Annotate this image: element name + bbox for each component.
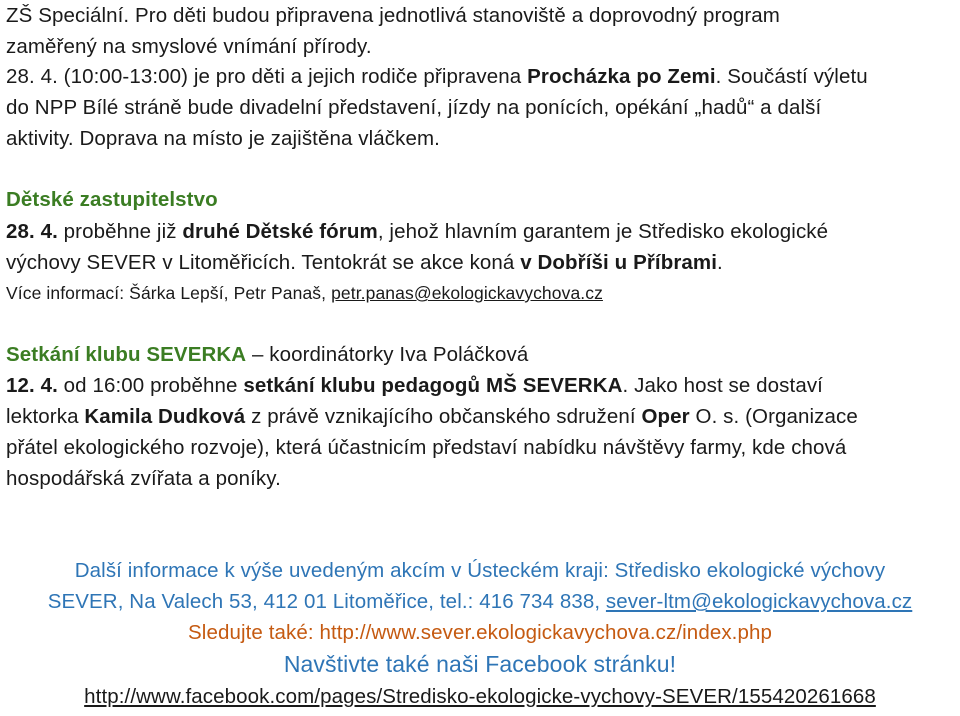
footer-facebook-cta: Navštivte také naši Facebook stránku! bbox=[283, 651, 677, 677]
s2-line-1-b: proběhne již bbox=[57, 220, 183, 243]
s2-line-1-d: , jehož hlavním garantem je Středisko ekologické bbox=[377, 220, 829, 243]
footer-line-2 bbox=[0, 589, 960, 615]
s2-line-1 bbox=[6, 219, 828, 245]
s3-line-1-b: od 16:00 proběhne bbox=[57, 374, 244, 397]
severka-heading: Setkání klubu SEVERKA bbox=[6, 343, 247, 366]
s2-line-2 bbox=[6, 250, 723, 276]
s2-line-2-a: výchovy SEVER v Litoměřicích. Tentokrát se akce koná bbox=[6, 251, 521, 274]
footer-email-link[interactable]: sever-ltm@ekologickavychova.cz bbox=[605, 590, 913, 613]
s3-line-1-d: . Jako host se dostaví bbox=[622, 374, 823, 397]
s3-line-2 bbox=[6, 404, 858, 430]
p1-line-5: aktivity. Doprava na místo je zajištěna vláčkem. bbox=[6, 127, 440, 150]
s3-line-2-c: z právě vznikajícího občanského sdružení bbox=[245, 405, 642, 428]
p1-line-3-c: . Součástí výletu bbox=[715, 65, 868, 88]
section-heading-detske-zastupitelstvo: Dětské zastupitelstvo bbox=[6, 188, 218, 211]
p1-line-1: ZŠ Speciální. Pro děti budou připravena jednotlivá stanoviště a doprovodný program bbox=[6, 4, 780, 27]
p1-line-3-a: 28. 4. (10:00-13:00) je pro děti a jejich rodiče připravena bbox=[6, 65, 528, 88]
footer-line-1: Další informace k výše uvedeným akcím v Ústeckém kraji: Středisko ekologické výchovy bbox=[74, 559, 886, 582]
s2-date: 28. 4. bbox=[6, 220, 58, 243]
setkani-klubu: setkání klubu pedagogů MŠ SEVERKA bbox=[243, 374, 623, 397]
s3-line-4: hospodářská zvířata a poníky. bbox=[6, 467, 281, 490]
p1-line-2: zaměřený na smyslové vnímání přírody. bbox=[6, 35, 372, 58]
section-heading-severka bbox=[6, 342, 528, 368]
oper: Oper bbox=[641, 405, 690, 428]
s3-line-3: přátel ekologického rozvoje), která účastnicím představí nabídku návštěvy farmy, kde chová bbox=[6, 436, 847, 459]
s3-date: 12. 4. bbox=[6, 374, 58, 397]
s2-location: v Dobříši u Příbrami bbox=[520, 251, 718, 274]
footer-sledujte: Sledujte také: http://www.sever.ekologickavychova.cz/index.php bbox=[188, 621, 772, 644]
p1-line-4: do NPP Bílé stráně bude divadelní představení, jízdy na ponících, opékání „hadů“ a další bbox=[6, 96, 822, 119]
s2-line-2-c: . bbox=[717, 251, 723, 274]
footer-address: SEVER, Na Valech 53, 412 01 Litoměřice, tel.: 416 734 838, bbox=[47, 590, 606, 613]
severka-coordinator: – koordinátorky Iva Poláčková bbox=[246, 343, 529, 366]
s3-line-2-a: lektorka bbox=[6, 405, 85, 428]
kamila-dudkova: Kamila Dudková bbox=[84, 405, 246, 428]
prochazka-po-zemi: Procházka po Zemi bbox=[527, 65, 716, 88]
s3-line-1 bbox=[6, 373, 823, 399]
footer-facebook-link-wrap bbox=[0, 684, 960, 710]
detske-forum: druhé Dětské fórum bbox=[182, 220, 378, 243]
s3-line-2-e: O. s. (Organizace bbox=[689, 405, 858, 428]
s2-info-text: Více informací: Šárka Lepší, Petr Panaš, bbox=[6, 283, 332, 303]
s2-info bbox=[6, 280, 603, 306]
s2-email-link[interactable]: petr.panas@ekologickavychova.cz bbox=[331, 283, 603, 303]
facebook-link[interactable]: http://www.facebook.com/pages/Stredisko-ekologicke-vychovy-SEVER/155420261668 bbox=[84, 685, 876, 708]
p1-line-3 bbox=[6, 64, 868, 90]
